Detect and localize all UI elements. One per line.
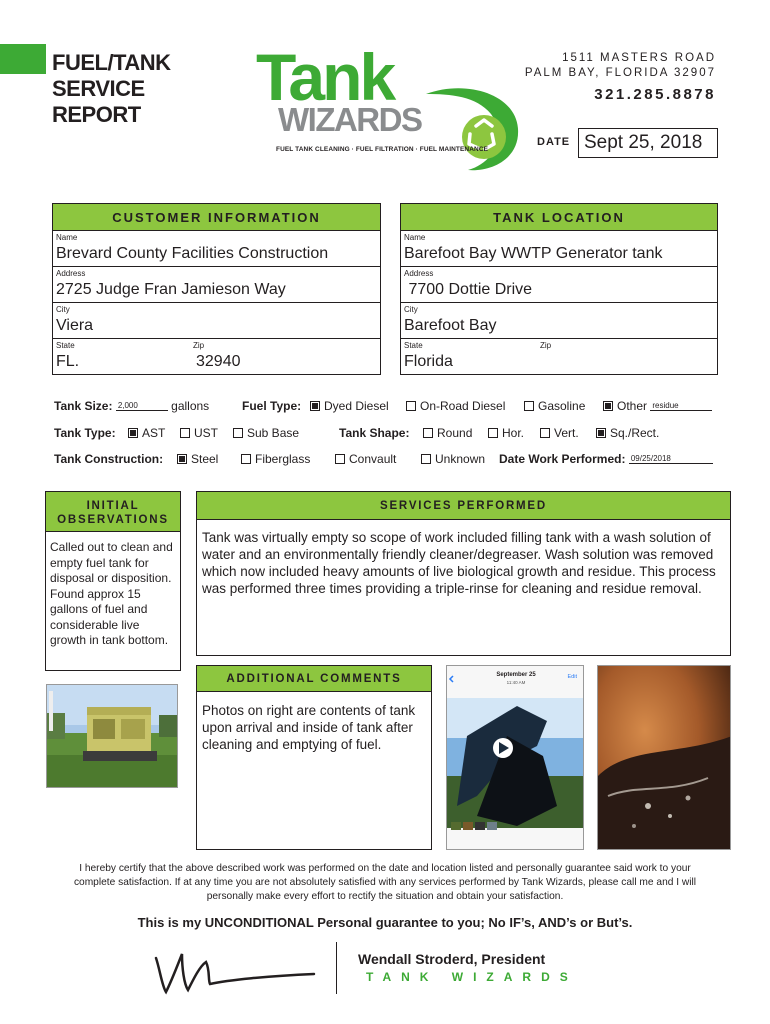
- recycle-swoosh-icon: [406, 74, 526, 174]
- tank-type-label: Tank Type:: [54, 426, 116, 440]
- checkbox-empty-icon: [180, 428, 190, 438]
- tank-wizards-logo: [256, 40, 526, 174]
- tank-location-table: [400, 203, 718, 375]
- checkbox-empty-icon: [335, 454, 345, 464]
- tank-size-unit: gallons: [171, 399, 210, 413]
- company-address-line2: PALM BAY, FLORIDA 32907: [524, 67, 716, 79]
- tank-type-ast-checkbox[interactable]: [128, 426, 165, 440]
- tank-type-sub-base-checkbox[interactable]: [233, 426, 299, 440]
- field-label: Name: [404, 233, 426, 242]
- title-line: SERVICE: [52, 76, 145, 101]
- tank-size-label: Tank Size:: [54, 399, 113, 413]
- services-performed-heading: SERVICES PERFORMED: [197, 492, 730, 520]
- fuel-gasoline-checkbox[interactable]: [524, 399, 585, 413]
- heading-line: INITIAL: [86, 500, 140, 512]
- checkbox-empty-icon: [488, 428, 498, 438]
- initial-observations-box: [45, 491, 181, 671]
- checkbox-label: Unknown: [435, 452, 486, 466]
- field-label: City: [56, 305, 70, 314]
- field-label: State: [404, 341, 423, 350]
- initial-observations-text[interactable]: Called out to clean and empty fuel tank for disposal or disposition. Found approx 15 gallons of fuel and considerable live growth in tank bottom.: [50, 540, 173, 647]
- phone-date-text: September 25: [496, 672, 536, 678]
- location-city-field[interactable]: Barefoot Bay: [404, 317, 497, 334]
- company-phone: 321.285.8878: [594, 86, 716, 103]
- location-state-zip-row: [401, 339, 717, 375]
- field-label: Name: [56, 233, 78, 242]
- checkbox-empty-icon: [233, 428, 243, 438]
- checkbox-checked-icon: [177, 454, 187, 464]
- customer-city-row: [53, 303, 380, 339]
- checkbox-label: AST: [142, 426, 166, 440]
- checkbox-label: Steel: [191, 452, 219, 466]
- checkbox-label: On-Road Diesel: [420, 399, 506, 413]
- customer-state-zip-row: [53, 339, 380, 375]
- checkbox-label: Gasoline: [538, 399, 586, 413]
- additional-comments-text[interactable]: Photos on right are contents of tank upon arrival and inside of tank after cleaning and emptying of fuel.: [202, 703, 416, 752]
- field-label: Zip: [193, 341, 205, 350]
- checkbox-checked-icon: [596, 428, 606, 438]
- checkbox-label: Other: [617, 399, 648, 413]
- checkbox-label: Fiberglass: [255, 452, 311, 466]
- field-label: State: [56, 341, 75, 350]
- checkbox-empty-icon: [524, 401, 534, 411]
- checkbox-empty-icon: [241, 454, 251, 464]
- date-work-performed-field[interactable]: 09/25/2018: [629, 454, 713, 464]
- tank-shape-label: Tank Shape:: [339, 426, 410, 440]
- field-label: Address: [56, 269, 86, 278]
- tank-construction-label: Tank Construction:: [54, 452, 164, 466]
- checkbox-label: Vert.: [554, 426, 579, 440]
- customer-information-table: [52, 203, 381, 375]
- tank-size-field[interactable]: 2,000: [116, 401, 168, 411]
- certification-text: I hereby certify that the above described work was performed on the date and location listed and personally guarantee said work to your complete satisfaction. If at any time you are not absolutely satisfied with any services performed by Tank Wizards, please call me and I will personally make every effort to rectify the situation and obtain your satisfaction.: [73, 863, 697, 902]
- date-field[interactable]: Sept 25, 2018: [578, 128, 718, 158]
- fuel-on-road-diesel-checkbox[interactable]: [406, 399, 505, 413]
- checkbox-label: Hor.: [502, 426, 525, 440]
- additional-comments-heading: ADDITIONAL COMMENTS: [197, 666, 431, 692]
- tank-shape-sq-rect-checkbox[interactable]: [596, 426, 659, 440]
- date-work-performed-label: Date Work Performed:: [499, 452, 626, 466]
- logo-word-tank: Tank: [256, 40, 394, 114]
- signature-icon: [148, 940, 318, 1000]
- date-work-performed-group: [499, 452, 713, 466]
- checkbox-empty-icon: [421, 454, 431, 464]
- signer-name: Wendall Stroderd, President: [358, 951, 546, 967]
- checkbox-checked-icon: [310, 401, 320, 411]
- title-line: REPORT: [52, 102, 141, 127]
- checkbox-label: Sub Base: [247, 426, 300, 440]
- fuel-type-label: Fuel Type:: [242, 399, 302, 413]
- checkbox-label: UST: [194, 426, 218, 440]
- phone-edit-label: Edit: [567, 674, 577, 680]
- field-label: Address: [404, 269, 434, 278]
- checkbox-label: Round: [437, 426, 473, 440]
- tank-shape-vert-checkbox[interactable]: [540, 426, 579, 440]
- customer-city-field[interactable]: Viera: [56, 317, 94, 334]
- checkbox-checked-icon: [128, 428, 138, 438]
- tank-location-heading: TANK LOCATION: [401, 204, 717, 231]
- phone-screenshot-photo: [446, 665, 584, 850]
- fuel-other-checkbox[interactable]: [603, 399, 712, 413]
- logo-word-wizards: WIZARDS: [278, 101, 422, 138]
- customer-zip-field[interactable]: 32940: [196, 353, 241, 370]
- tank-interior-photo: [597, 665, 731, 850]
- report-title: [52, 50, 171, 128]
- tank-type-ust-checkbox[interactable]: [180, 426, 218, 440]
- customer-information-heading: CUSTOMER INFORMATION: [53, 204, 380, 231]
- initial-observations-heading: [46, 492, 180, 532]
- tank-shape-round-checkbox[interactable]: [423, 426, 472, 440]
- title-line: FUEL/TANK: [52, 50, 171, 75]
- checkbox-empty-icon: [406, 401, 416, 411]
- tank-shape-hor-checkbox[interactable]: [488, 426, 524, 440]
- location-name-field[interactable]: Barefoot Bay WWTP Generator tank: [404, 245, 663, 262]
- location-address-row: [401, 267, 717, 303]
- checkbox-checked-icon: [603, 401, 613, 411]
- services-performed-box: [196, 491, 731, 656]
- location-address-field[interactable]: 7700 Dottie Drive: [404, 281, 533, 298]
- construction-convault-checkbox[interactable]: [335, 452, 396, 466]
- checkbox-label: Dyed Diesel: [324, 399, 389, 413]
- heading-line: OBSERVATIONS: [57, 514, 169, 526]
- location-city-row: [401, 303, 717, 339]
- location-name-row: [401, 231, 717, 267]
- tank-size-group: [54, 399, 209, 413]
- phone-time-text: 11:40 AM: [506, 680, 526, 685]
- additional-comments-box: [196, 665, 432, 850]
- construction-fiberglass-checkbox[interactable]: [241, 452, 310, 466]
- brand-color-tab: [0, 44, 46, 74]
- customer-state-field[interactable]: FL.: [56, 353, 80, 370]
- customer-name-field[interactable]: Brevard County Facilities Construction: [56, 245, 329, 262]
- fuel-other-field[interactable]: residue: [650, 401, 712, 411]
- location-state-field[interactable]: Florida: [404, 353, 453, 370]
- signer-company: TANK WIZARDS: [366, 970, 578, 984]
- checkbox-empty-icon: [423, 428, 433, 438]
- customer-address-field[interactable]: 2725 Judge Fran Jamieson Way: [56, 281, 286, 298]
- company-address-line1: 1511 MASTERS ROAD: [562, 52, 716, 64]
- logo-tagline: FUEL TANK CLEANING · FUEL FILTRATION · FUEL MAINTENANCE: [276, 146, 489, 153]
- services-performed-text[interactable]: Tank was virtually empty so scope of work included filling tank with a wash solution of water and an environmentally friendly cleaner/degreaser. Wash solution was removed which now included heavy amounts of live biological growth and residue. This process was performed three times providing a triple-rinse for cleaning and residue removal.: [202, 530, 716, 596]
- signature-divider: [336, 942, 338, 994]
- guarantee-statement: This is my UNCONDITIONAL Personal guarantee to you; No IF’s, AND’s or But’s.: [137, 915, 633, 930]
- customer-address-row: [53, 267, 380, 303]
- checkbox-empty-icon: [540, 428, 550, 438]
- checkbox-label: Convault: [349, 452, 397, 466]
- customer-name-row: [53, 231, 380, 267]
- date-label: DATE: [537, 136, 571, 148]
- generator-photo: [46, 684, 178, 788]
- fuel-dyed-diesel-checkbox[interactable]: [310, 399, 389, 413]
- field-label: City: [404, 305, 418, 314]
- checkbox-label: Sq./Rect.: [610, 426, 660, 440]
- construction-steel-checkbox[interactable]: [177, 452, 218, 466]
- construction-unknown-checkbox[interactable]: [421, 452, 485, 466]
- field-label: Zip: [540, 341, 552, 350]
